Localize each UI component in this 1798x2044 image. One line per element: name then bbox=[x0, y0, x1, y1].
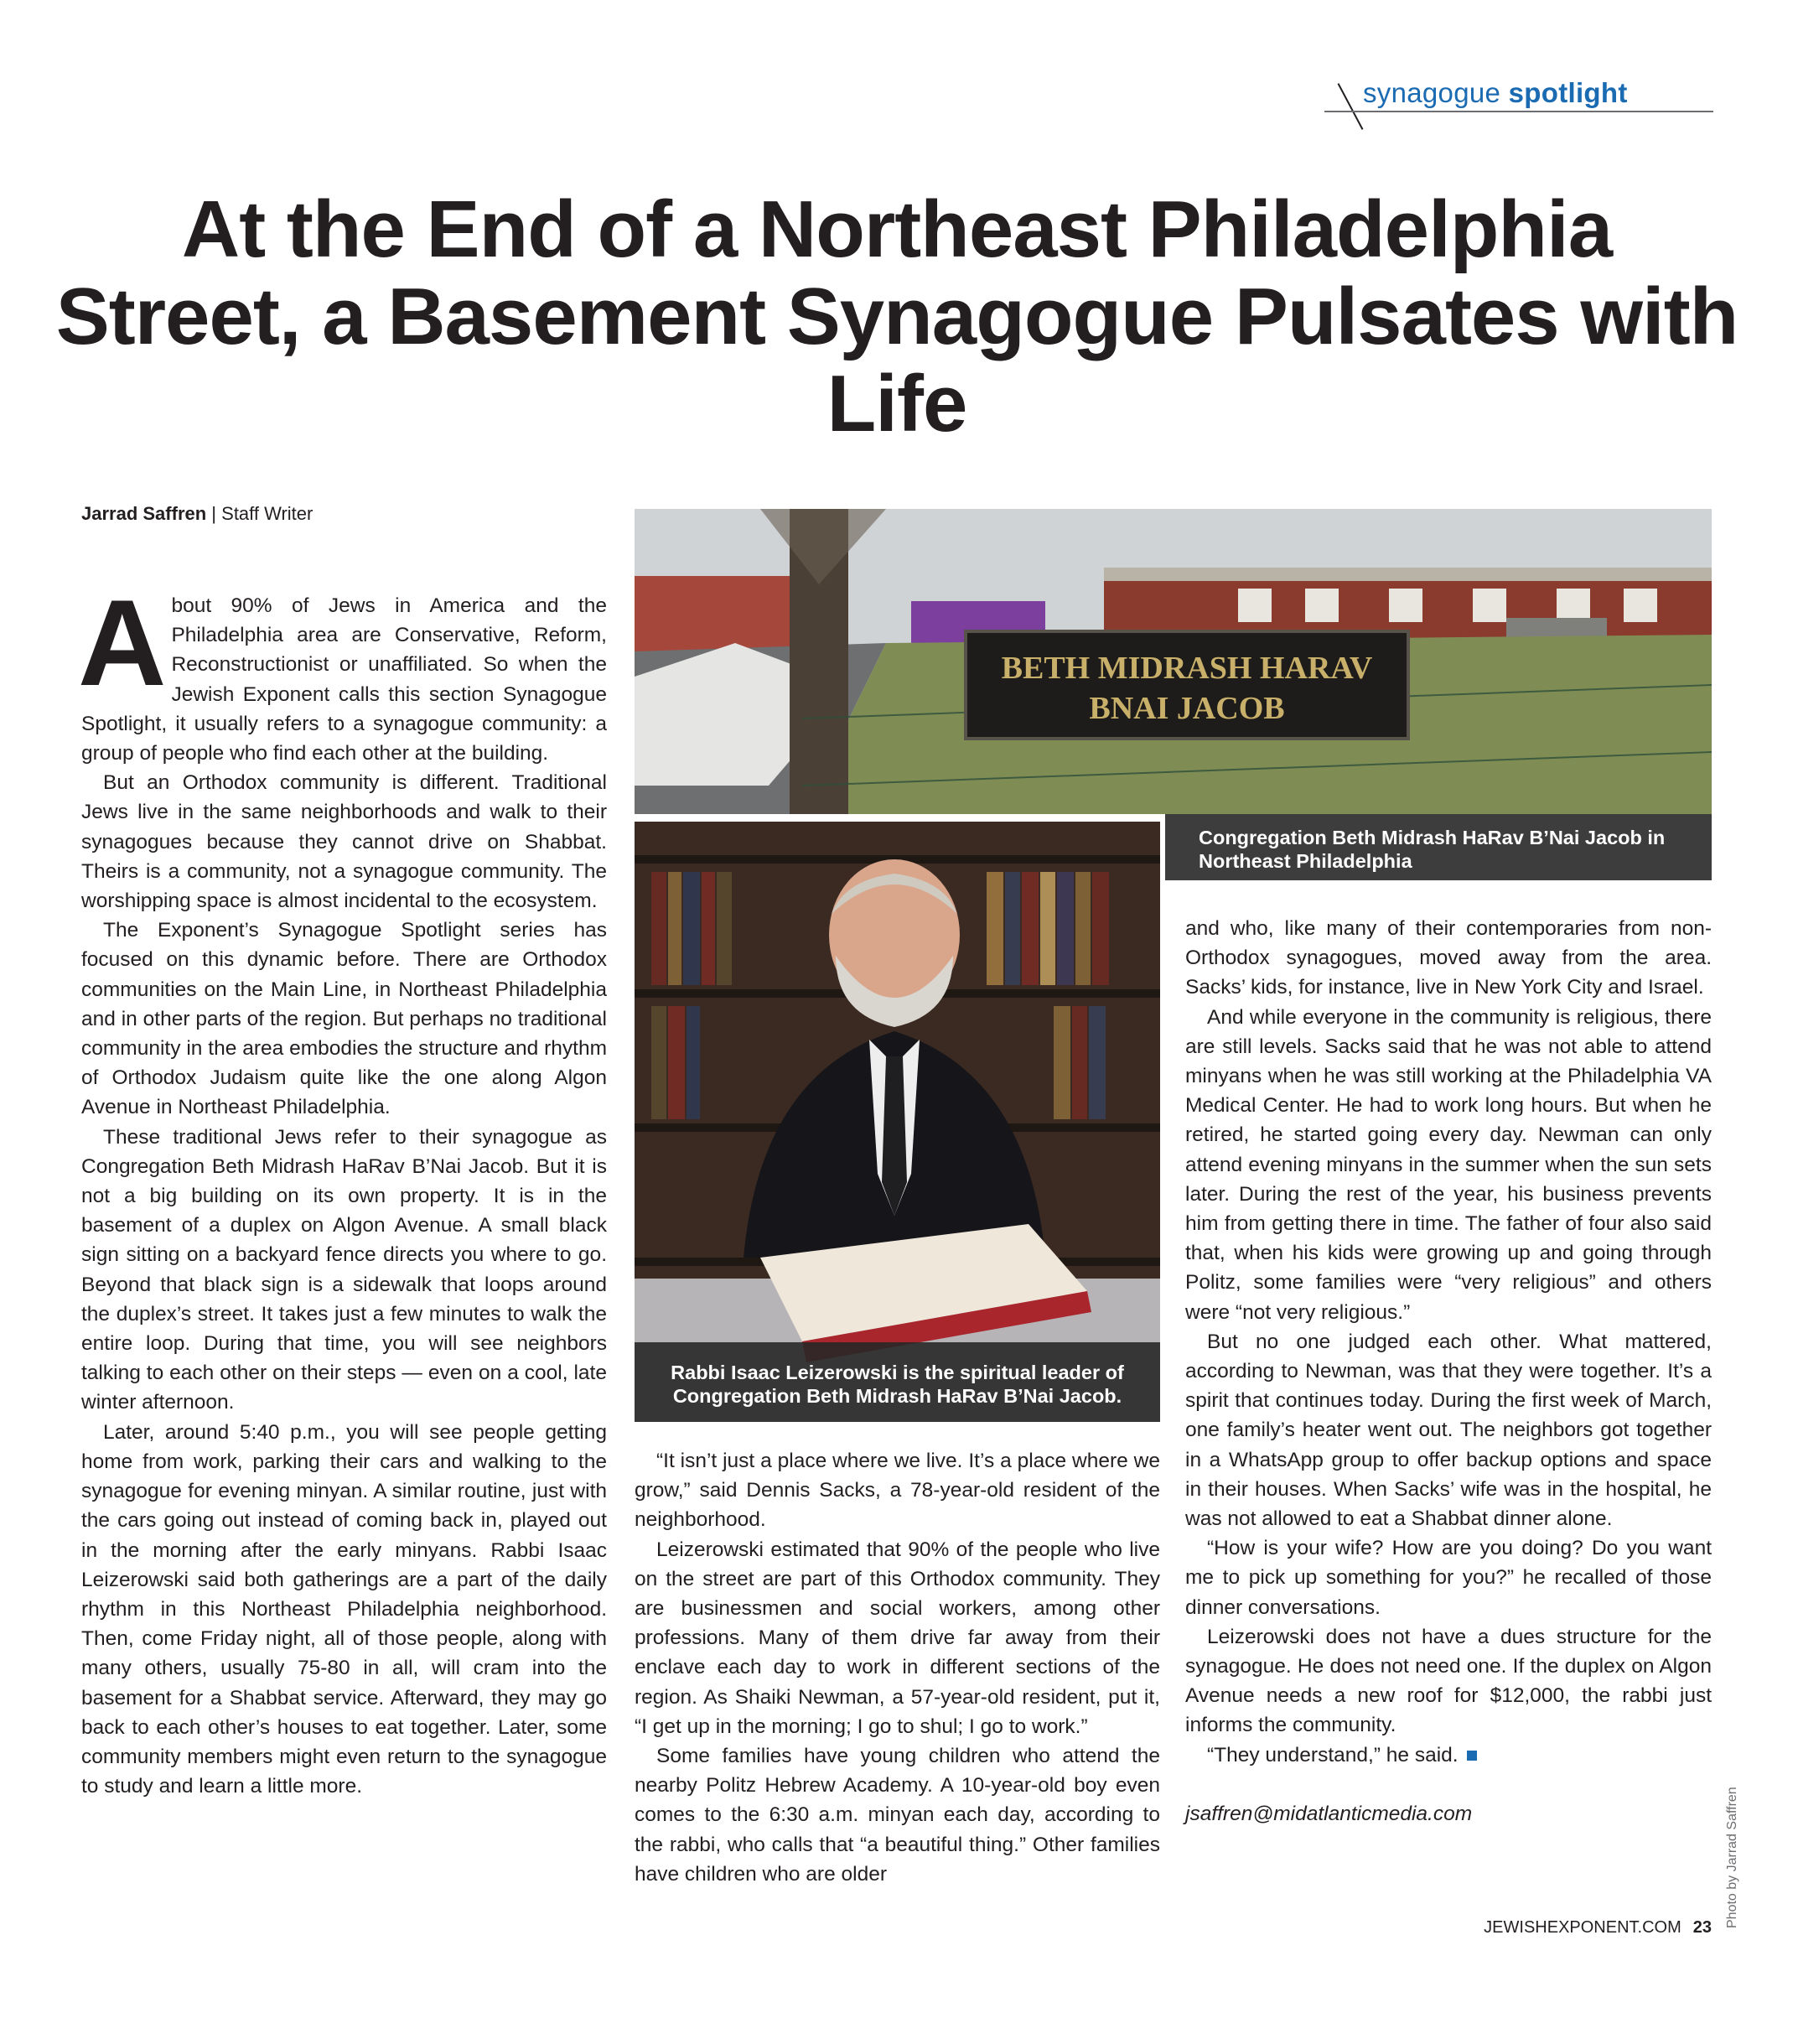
article-column-2 bbox=[635, 1446, 1160, 1889]
paragraph bbox=[1185, 1741, 1712, 1770]
page-footer bbox=[1484, 1918, 1712, 1938]
paragraph: Leizerowski estimated that 90% of the people who live on the street are part of this Orthodox community. They are businessmen and social workers, among other professions. Many of them drive far away from their enclave each day to work in different sections of the region. As Shaiki Newman, a 57-year-old resident, put it, “I get up in the morning; I go to shul; I go to work.” bbox=[635, 1538, 1160, 1738]
sign-line-2: BNAI JACOB bbox=[1089, 691, 1285, 726]
paragraph: These traditional Jews refer to their synagogue as Congregation Beth Midrash HaRav B’Nai Jacob. But it is not a big building on its own property. It is in the basement of a duplex on Algon Avenue. A small black sign sitting on a backyard fence directs you where to go. Beyond that black sign is a sidewalk that loops around the duplex’s street. It takes just a few minutes to walk the entire loop. During that time, you will see neighbors talking to each other on their steps — even on a cool, late winter afternoon. bbox=[81, 1125, 607, 1414]
byline bbox=[81, 503, 313, 525]
photo-credit: Photo by Jarrad Saffren bbox=[1725, 1787, 1739, 1928]
byline-role: Staff Writer bbox=[221, 503, 313, 524]
section-word-synagogue: synagogue bbox=[1363, 77, 1501, 108]
paragraph: “How is your wife? How are you doing? Do you want me to pick up something for you?” he recalled of those dinner conversations. bbox=[1185, 1537, 1712, 1619]
rabbi-photo bbox=[635, 822, 1160, 1422]
section-label bbox=[1363, 77, 1628, 109]
byline-separator: | bbox=[206, 503, 222, 524]
section-tag bbox=[1324, 77, 1713, 116]
page-number: 23 bbox=[1692, 1918, 1712, 1937]
section-tag-rule bbox=[1324, 111, 1713, 112]
author-email[interactable]: jsaffren@midatlanticmedia.com bbox=[1185, 1802, 1473, 1825]
rabbi-photo-illustration bbox=[635, 822, 1160, 1422]
section-word-spotlight: spotlight bbox=[1508, 77, 1628, 108]
paragraph: But no one judged each other. What mattered, according to Newman, was that they were together. It’s a spirit that continues today. During the first week of March, one family’s heater went out. The neighbors got together in a WhatsApp group to offer backup options and space in their houses. When Sacks’ wife was in the hospital, he was not allowed to eat a Shabbat dinner alone. bbox=[1185, 1330, 1712, 1531]
paragraph: And while everyone in the community is religious, there are still levels. Sacks said that he was not able to attend minyans when he was still working at the Philadelphia VA Medical Center. He had to work long hours. But when he retired, he started going every day. Newman can only attend evening minyans in the summer when the sun sets later. During the rest of the year, his business prevents him from getting there in time. The father of four also said that, when his kids were growing up and going through Politz, some families were “very religious” and others were “not very religious.” bbox=[1185, 1005, 1712, 1324]
paragraph: “It isn’t just a place where we live. It’s a place where we grow,” said Dennis Sacks, a 78-year-old resident of the neighborhood. bbox=[635, 1450, 1160, 1532]
photo2-caption bbox=[635, 1342, 1160, 1422]
headline: At the End of a Northeast Philadelphia Street, a Basement Synagogue Pulsates with Life bbox=[55, 184, 1738, 449]
street-photo bbox=[635, 509, 1712, 814]
paragraph: Later, around 5:40 p.m., you will see people getting home from work, parking their cars and walking to the synagogue for evening minyan. A similar routine, just with the cars going out instead of coming back in, played out in the morning after the early minyans. Rabbi Isaac Leizerowski said both gatherings are a part of the daily rhythm in this Northeast Philadelphia neighborhood. Then, come Friday night, all of those people, along with many others, usually 75-80 in all, will cram into the basement for a Shabbat service. Afterward, they may go back to each other’s houses to eat together. Later, some community members might even return to the synagogue to study and learn a little more. bbox=[81, 1420, 607, 1798]
photo2-caption-text: Rabbi Isaac Leizerowski is the spiritual leader of Congregation Beth Midrash HaRav B’Nai Jacob. bbox=[671, 1362, 1124, 1407]
photo1-caption-text: Congregation Beth Midrash HaRav B’Nai Jacob in Northeast Philadelphia bbox=[1199, 827, 1666, 872]
street-photo-illustration bbox=[635, 509, 1712, 814]
byline-author: Jarrad Saffren bbox=[81, 503, 207, 524]
sign-line-1: BETH MIDRASH HARAV bbox=[1001, 651, 1373, 686]
paragraph: and who, like many of their contemporaries from non-Orthodox synagogues, moved away from the area. Sacks’ kids, for instance, live in New York City and Israel. bbox=[1185, 917, 1712, 999]
section-tag-slash bbox=[1338, 83, 1364, 130]
article-column-1 bbox=[78, 574, 607, 1801]
paragraph: Some families have young children who attend the nearby Politz Hebrew Academy. A 10-year-old boy even comes to the 6:30 a.m. minyan each day, according to the rabbi, who calls that “a beautiful thing.” Other families have children who are older bbox=[635, 1745, 1160, 1886]
article-column-3 bbox=[1185, 914, 1712, 1829]
paragraph: Leizerowski does not have a dues structure for the synagogue. He does not need one. If the duplex on Algon Avenue needs a new roof for $12,000, the rabbi just informs the community. bbox=[1185, 1625, 1712, 1737]
footer-site[interactable]: JEWISHEXPONENT.COM bbox=[1484, 1918, 1681, 1937]
drop-cap: A bbox=[78, 574, 167, 711]
paragraph: The Exponent’s Synagogue Spotlight series has focused on this dynamic before. There are Orthodox communities on the Main Line, in Northeast Philadelphia and in other parts of the region. But perhaps no traditional community in the area embodies the structure and rhythm of Orthodox Judaism quite like the one along Algon Avenue in Northeast Philadelphia. bbox=[81, 919, 607, 1119]
paragraph: But an Orthodox community is different. Traditional Jews live in the same neighborhoods and walk to their synagogues because they cannot drive on Shabbat. Theirs is a community, not a synagogue community. The worshipping space is almost incidental to the ecosystem. bbox=[81, 771, 607, 913]
paragraph bbox=[78, 574, 607, 768]
paragraph-text: bout 90% of Jews in America and the Philadelphia area are Conservative, Reform, Reconstructionist or unaffiliated. So when the Jewish Exponent calls this section Synagogue Spotlight, it usually refers to a synagogue community: a group of people who find each other at the building. bbox=[81, 594, 607, 765]
photo1-caption bbox=[1165, 814, 1712, 880]
paragraph-text: “They understand,” he said. bbox=[1207, 1743, 1459, 1766]
end-mark-icon bbox=[1467, 1751, 1477, 1761]
